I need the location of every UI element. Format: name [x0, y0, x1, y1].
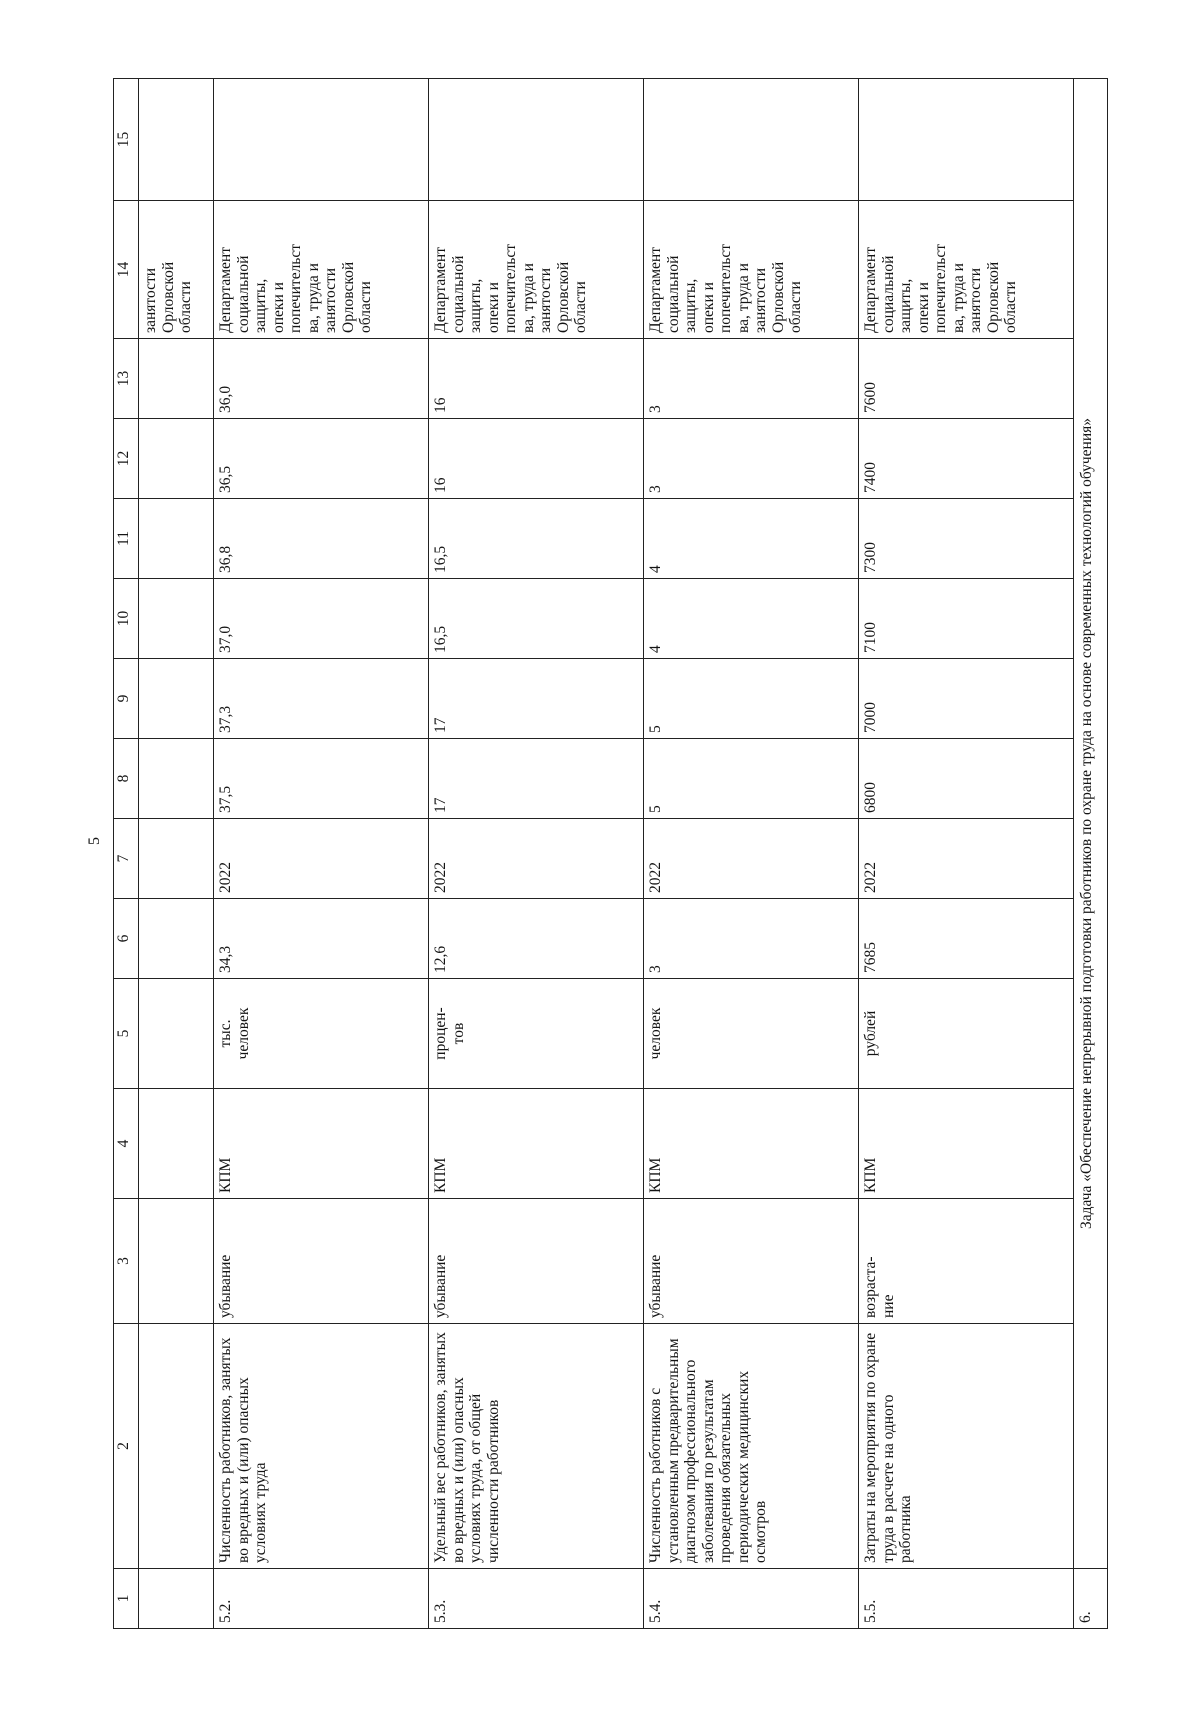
- value-cell: 37,3: [214, 659, 429, 739]
- column-number-row: [114, 79, 139, 1629]
- value-cell: 16,5: [429, 499, 644, 579]
- base-value-cell: 12,6: [429, 899, 644, 979]
- rotated-table-wrapper: [113, 79, 1143, 1629]
- indicator-type-cell: КПМ: [214, 1089, 429, 1199]
- value-cell: 7400: [859, 419, 1074, 499]
- indicator-name-cell: Численность работников, занятых во вредных и (или) опасных условиях труда: [214, 1324, 429, 1569]
- table-cell: [139, 819, 214, 899]
- base-value-cell: 7685: [859, 899, 1074, 979]
- value-cell: 16,5: [429, 579, 644, 659]
- value-cell: 5: [644, 739, 859, 819]
- unit-cell: тыс. человек: [214, 979, 429, 1089]
- table-cell: [139, 499, 214, 579]
- value-cell: 16: [429, 419, 644, 499]
- column-number: 10: [114, 579, 139, 659]
- unit-cell: процен- тов: [429, 979, 644, 1089]
- continuation-row: [139, 79, 214, 1629]
- responsible-cell: Департамент социальной защиты, опеки и попечительст ва, труда и занятости Орловской области: [859, 201, 1074, 339]
- column-number: 2: [114, 1324, 139, 1569]
- value-cell: 37,5: [214, 739, 429, 819]
- row-number-cell: 5.4.: [644, 1569, 859, 1629]
- table-cell: [139, 979, 214, 1089]
- note-cell: [644, 79, 859, 201]
- column-number: 1: [114, 1569, 139, 1629]
- note-cell: [429, 79, 644, 201]
- unit-cell: рублей: [859, 979, 1074, 1089]
- direction-cell: убывание: [214, 1199, 429, 1324]
- indicator-type-cell: КПМ: [859, 1089, 1074, 1199]
- responsible-cell: Департамент социальной защиты, опеки и попечительст ва, труда и занятости Орловской области: [429, 201, 644, 339]
- value-cell: 4: [644, 579, 859, 659]
- table-cell: [139, 659, 214, 739]
- note-cell: [214, 79, 429, 201]
- column-number: 12: [114, 419, 139, 499]
- table-cell: [139, 1569, 214, 1629]
- indicators-table: [113, 78, 1108, 1629]
- indicator-name-cell: Затраты на мероприятия по охране труда в расчете на одного работника: [859, 1324, 1074, 1569]
- base-value-cell: 3: [644, 899, 859, 979]
- column-number: 3: [114, 1199, 139, 1324]
- note-cell: [859, 79, 1074, 201]
- value-cell: 17: [429, 739, 644, 819]
- task-title-cell: Задача «Обеспечение непрерывной подготовки работников по охране труда на основе современных технологий обучения»: [1074, 79, 1108, 1569]
- direction-cell: возраста- ние: [859, 1199, 1074, 1324]
- value-cell: 6800: [859, 739, 1074, 819]
- row-number-cell: 5.2.: [214, 1569, 429, 1629]
- column-number: 6: [114, 899, 139, 979]
- column-number: 8: [114, 739, 139, 819]
- value-cell: 17: [429, 659, 644, 739]
- task-number-cell: 6.: [1074, 1569, 1108, 1629]
- indicator-type-cell: КПМ: [429, 1089, 644, 1199]
- task-row: [1074, 79, 1108, 1629]
- direction-cell: убывание: [429, 1199, 644, 1324]
- table-cell: [139, 899, 214, 979]
- column-number: 4: [114, 1089, 139, 1199]
- base-year-cell: 2022: [214, 819, 429, 899]
- table-cell: [139, 79, 214, 201]
- table-cell: [139, 1089, 214, 1199]
- column-number: 14: [114, 201, 139, 339]
- table-cell: [139, 339, 214, 419]
- value-cell: 36,8: [214, 499, 429, 579]
- value-cell: 16: [429, 339, 644, 419]
- indicator-type-cell: КПМ: [644, 1089, 859, 1199]
- responsible-cell: занятости Орловской области: [139, 201, 214, 339]
- table-cell: [139, 739, 214, 819]
- value-cell: 7100: [859, 579, 1074, 659]
- base-year-cell: 2022: [644, 819, 859, 899]
- table-row: [644, 79, 859, 1629]
- indicator-name-cell: Численность работников с установленным предварительным диагнозом профессионального заболевания по результатам проведения обязательных периодических медицинских осмотров: [644, 1324, 859, 1569]
- table-cell: [139, 1324, 214, 1569]
- table-row: [859, 79, 1074, 1629]
- table-cell: [139, 1199, 214, 1324]
- table-row: [429, 79, 644, 1629]
- unit-cell: человек: [644, 979, 859, 1089]
- column-number: 15: [114, 79, 139, 201]
- value-cell: 7300: [859, 499, 1074, 579]
- indicator-name-cell: Удельный вес работников, занятых во вредных и (или) опасных условиях труда, от общей численности работников: [429, 1324, 644, 1569]
- value-cell: 5: [644, 659, 859, 739]
- table-row: [214, 79, 429, 1629]
- value-cell: 4: [644, 499, 859, 579]
- table-cell: [139, 579, 214, 659]
- row-number-cell: 5.5.: [859, 1569, 1074, 1629]
- column-number: 11: [114, 499, 139, 579]
- value-cell: 7600: [859, 339, 1074, 419]
- page-number: 5: [86, 837, 103, 845]
- value-cell: 37,0: [214, 579, 429, 659]
- value-cell: 7000: [859, 659, 1074, 739]
- value-cell: 36,5: [214, 419, 429, 499]
- responsible-cell: Департамент социальной защиты, опеки и попечительст ва, труда и занятости Орловской области: [644, 201, 859, 339]
- direction-cell: убывание: [644, 1199, 859, 1324]
- value-cell: 3: [644, 419, 859, 499]
- table-cell: [139, 419, 214, 499]
- column-number: 13: [114, 339, 139, 419]
- base-year-cell: 2022: [429, 819, 644, 899]
- base-year-cell: 2022: [859, 819, 1074, 899]
- column-number: 9: [114, 659, 139, 739]
- responsible-cell: Департамент социальной защиты, опеки и попечительст ва, труда и занятости Орловской области: [214, 201, 429, 339]
- row-number-cell: 5.3.: [429, 1569, 644, 1629]
- value-cell: 36,0: [214, 339, 429, 419]
- base-value-cell: 34,3: [214, 899, 429, 979]
- value-cell: 3: [644, 339, 859, 419]
- column-number: 5: [114, 979, 139, 1089]
- column-number: 7: [114, 819, 139, 899]
